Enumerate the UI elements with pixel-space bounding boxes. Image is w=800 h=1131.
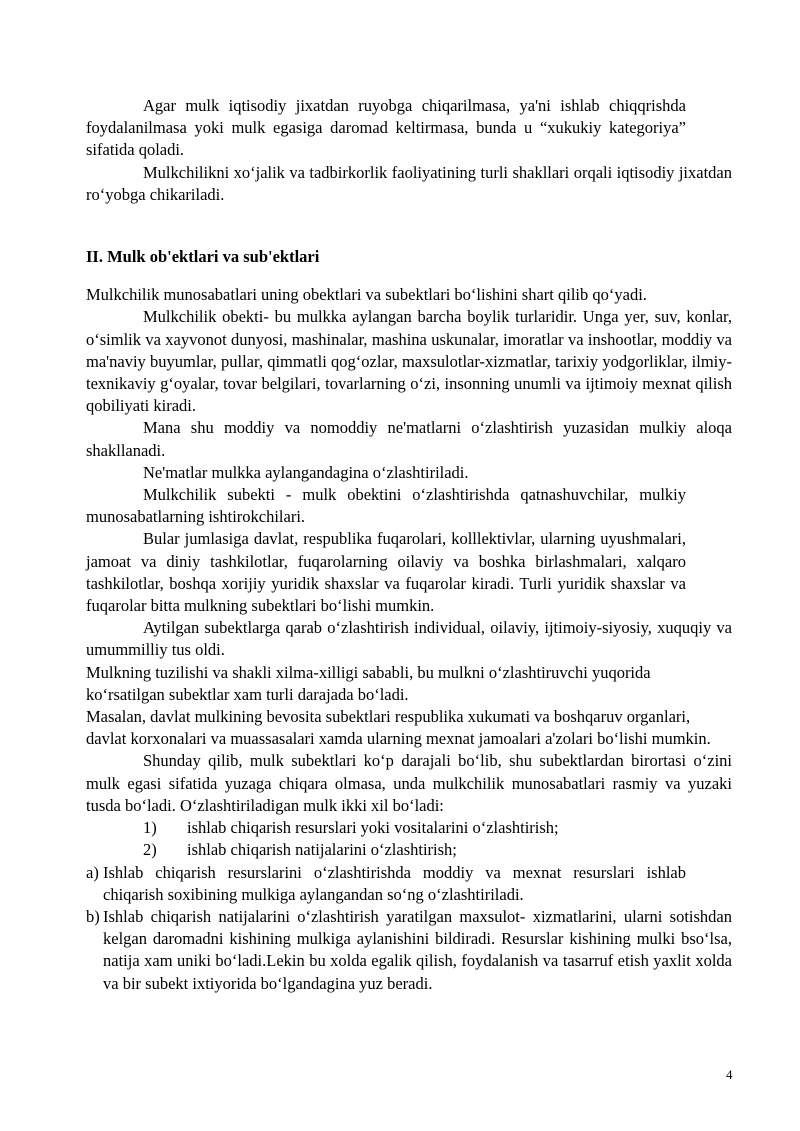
body-paragraph: Mulkchilik subekti - mulk obektini o‘zlashtirishda qatnashuvchilar, mulkiy munosabatlarning ishtirokchilari.	[86, 485, 686, 527]
body-paragraph: Mana shu moddiy va nomoddiy ne'matlarni o‘zlashtirish yuzasidan mulkiy aloqa shakllanadi.	[86, 418, 732, 460]
list-letter: b)	[86, 906, 100, 926]
body-paragraph: Aytilgan subektlarga qarab o‘zlashtirish individual, oilaviy, ijtimoiy-siyosiy, xuquqiy va umummilliy tus oldi.	[86, 618, 732, 660]
document-page	[86, 95, 732, 995]
section-heading: II. Mulk ob'ektlari va sub'ektlari	[86, 247, 320, 267]
intro-paragraph-1: Agar mulk iqtisodiy jixatdan ruyobga chiqarilmasa, ya'ni ishlab chiqqrishda foydalanilmasa yoki mulk egasiga daromad keltirmasa, bunda u “xukukiy kategoriya” sifatida qoladi.	[86, 96, 686, 160]
numbered-list-item	[86, 839, 732, 861]
numbered-list-item	[86, 817, 732, 839]
list-number: 2)	[143, 840, 157, 860]
list-number: 1)	[143, 818, 157, 838]
body-paragraph: Mulkchilik munosabatlari uning obektlari va subektlari bo‘lishini shart qilib qo‘yadi.	[86, 285, 647, 305]
intro-paragraph-2: Mulkchilikni xo‘jalik va tadbirkorlik faoliyatining turli shakllari orqali iqtisodiy jixatdan ro‘yobga chikariladi.	[86, 162, 732, 204]
list-text: ishlab chiqarish natijalarini o‘zlashtirish;	[187, 840, 457, 860]
body-paragraph: Bular jumlasiga davlat, respublika fuqarolari, kolllektivlar, ularning uyushmalari, jamoat va diniy tashkilotlar, fuqarolarning oilaviy va boshka birlashmalari, xalqaro tashkilotlar, boshqa xorijiy yuridik shaxslar va fuqarolar kiradi. Turli yuridik shaxslar va fuqarolar bitta mulkning subektlari bo‘lishi mumkin.	[86, 529, 686, 616]
lettered-list-item	[86, 862, 732, 906]
page-number: 4	[726, 1067, 733, 1082]
list-text: ishlab chiqarish resurslari yoki vositalarini o‘zlashtirish;	[187, 818, 559, 838]
body-paragraph: Mulkning tuzilishi va shakli xilma-xilligi sababli, bu mulkni o‘zlashtiruvchi yuqorida ko‘rsatilgan subektlar xam turli darajada bo‘ladi.	[86, 662, 651, 704]
list-text: Ishlab chiqarish natijalarini o‘zlashtirish yaratilgan maxsulot- xizmatlarini, ularni sotishdan kelgan daromadni kishining mulkiga aylanishini bildiradi. Resurslar kishining mulki bso‘lsa, natija xam uniki bo‘ladi.Lekin bu xolda egalik qilish, foydalanish va tasarruf etish yaxlit xolda va bir subekt ixtiyorida bo‘lgandagina yuz beradi.	[103, 906, 732, 993]
list-letter: a)	[86, 862, 99, 882]
body-paragraph: Mulkchilik obekti- bu mulkka aylangan barcha boylik turlaridir. Unga yer, suv, konlar, o‘simlik va xayvonot dunyosi, mashinalar, mashina uskunalar, imoratlar va inshootlar, moddiy va ma'naviy buyumlar, pullar, qimmatli qog‘ozlar, maxsulotlar-xizmatlar, tarixiy yodgorliklar, ilmiy-texnikaviy g‘oyalar, tovar belgilari, tovarlarning o‘zi, insonning unumli va ijtimoiy mexnat qilish qobiliyati kiradi.	[86, 307, 732, 416]
body-paragraph: Shunday qilib, mulk subektlari ko‘p darajali bo‘lib, shu subektlardan birortasi o‘zini mulk egasi sifatida yuzaga chiqara olmasa, unda mulkchilik munosabatlari rasmiy va yuzaki tusda bo‘ladi. O‘zlashtiriladigan mulk ikki xil bo‘ladi:	[86, 751, 732, 815]
body-paragraph: Ne'matlar mulkka aylangandagina o‘zlashtiriladi.	[143, 462, 469, 482]
lettered-list-item	[86, 906, 732, 995]
list-text: Ishlab chiqarish resurslarini o‘zlashtirishda moddiy va mexnat resurslari ishlab chiqarish soxibining mulkiga aylangandan so‘ng o‘zlashtiriladi.	[103, 862, 686, 904]
body-paragraph: Masalan, davlat mulkining bevosita subektlari respublika xukumati va boshqaruv organlari, davlat korxonalari va muassasalari xamda ularning mexnat jamoalari a'zolari bo‘lishi mumkin.	[86, 707, 711, 749]
